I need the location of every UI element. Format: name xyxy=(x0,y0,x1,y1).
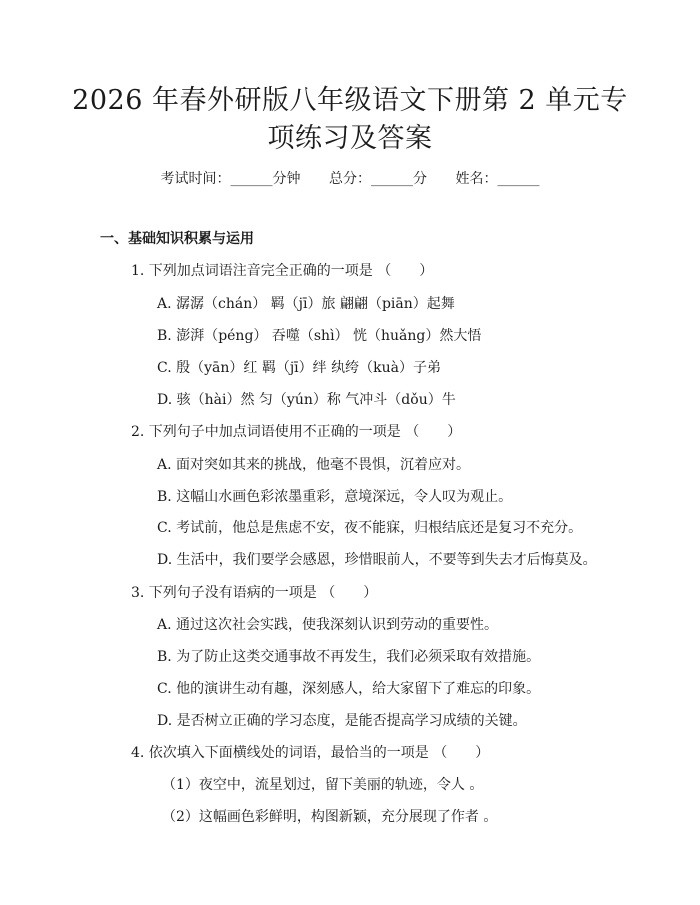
exam-time-label: 考试时间：______分钟 xyxy=(160,171,301,187)
question-2-option-a: A. 面对突如其来的挑战，他毫不畏惧，沉着应对。 xyxy=(157,457,471,473)
question-3-option-a: A. 通过这次社会实践，使我深刻认识到劳动的重要性。 xyxy=(157,617,499,633)
question-3-stem: 3. 下列句子没有语病的一项是 （ ） xyxy=(131,585,378,601)
section-heading: 一、基础知识积累与运用 xyxy=(100,231,254,247)
question-1-option-a: A. 潺潺（chán） 羁（jī）旅 翩翩（piān）起舞 xyxy=(157,296,455,312)
question-1-option-b: B. 澎湃（péng） 吞噬（shì） 恍（huǎng）然大悟 xyxy=(157,328,482,344)
question-4-subitem-1: （1）夜空中，流星划过，留下美丽的轨迹，令人 。 xyxy=(162,777,484,793)
question-3-option-d: D. 是否树立正确的学习态度，是能否提高学习成绩的关键。 xyxy=(157,713,527,729)
document-title: 2026 年春外研版八年级语文下册第 2 单元专项练习及答案 xyxy=(72,85,628,154)
question-4-stem: 4. 依次填入下面横线处的词语，最恰当的一项是 （ ） xyxy=(131,745,490,761)
question-2-option-b: B. 这幅山水画色彩浓墨重彩，意境深远，令人叹为观止。 xyxy=(157,489,513,505)
question-3-option-c: C. 他的演讲生动有趣，深刻感人，给大家留下了难忘的印象。 xyxy=(157,681,541,697)
question-2-stem: 2. 下列句子中加点词语使用不正确的一项是 （ ） xyxy=(131,424,462,440)
question-4-subitem-2: （2）这幅画色彩鲜明，构图新颖，充分展现了作者 。 xyxy=(162,809,498,825)
exam-info-line xyxy=(0,170,700,188)
student-name-label: 姓名：______ xyxy=(455,171,540,187)
question-1-option-c: C. 殷（yān）红 羁（jī）绊 纨绔（kuà）子弟 xyxy=(157,360,441,376)
question-1-stem: 1. 下列加点词语注音完全正确的一项是 （ ） xyxy=(131,263,434,279)
question-3-option-b: B. 为了防止这类交通事故不再发生，我们必须采取有效措施。 xyxy=(157,649,541,665)
question-2-option-d: D. 生活中，我们要学会感恩，珍惜眼前人，不要等到失去才后悔莫及。 xyxy=(157,552,597,568)
total-score-label: 总分：______分 xyxy=(329,171,427,187)
question-1-option-d: D. 骇（hài）然 匀（yún）称 气冲斗（dǒu）牛 xyxy=(157,392,456,408)
question-2-option-c: C. 考试前，他总是焦虑不安，夜不能寐，归根结底还是复习不充分。 xyxy=(157,520,583,536)
